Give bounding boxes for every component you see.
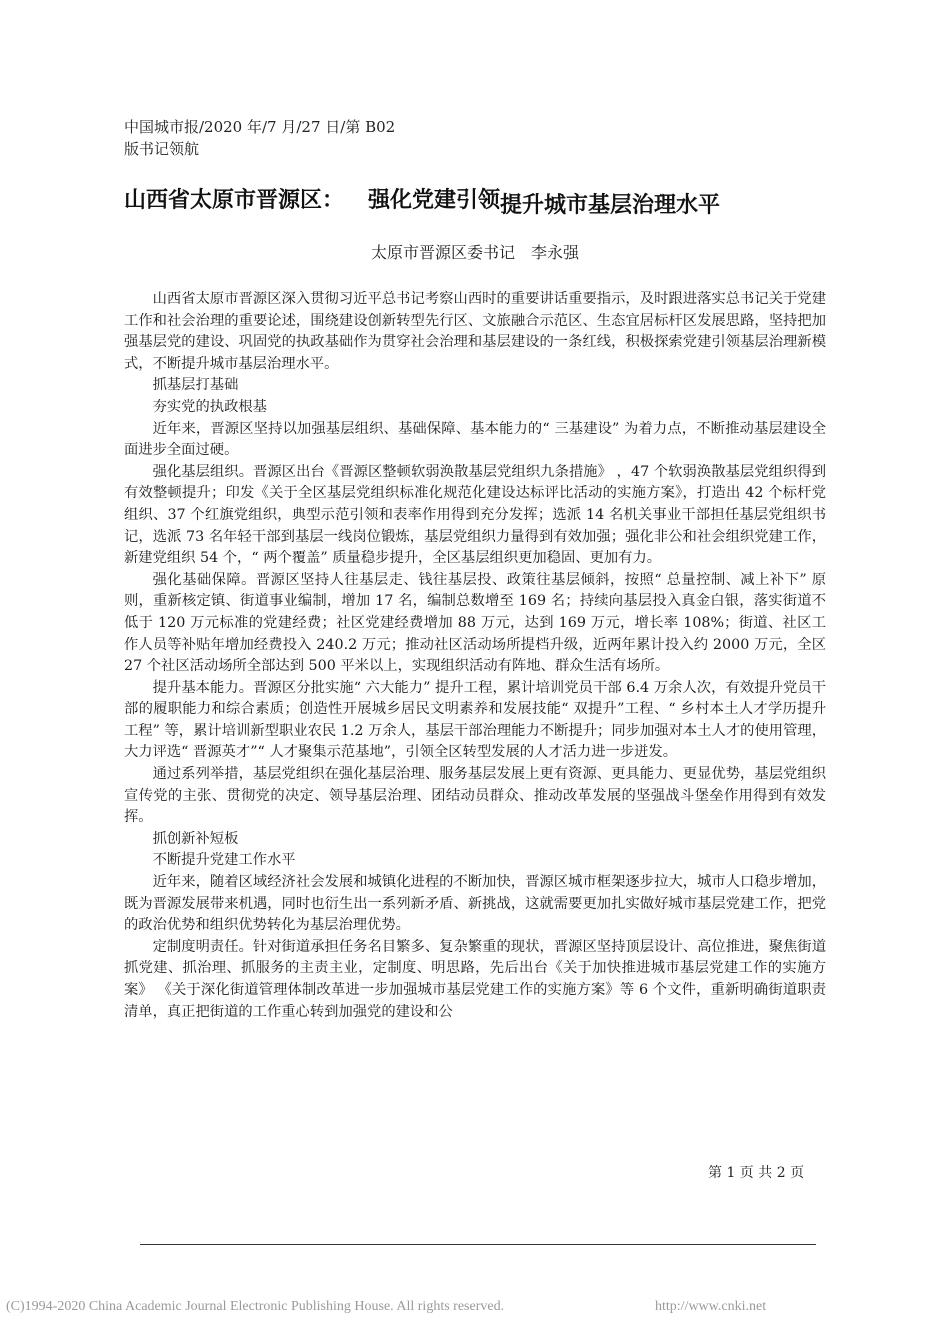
paragraph: 山西省太原市晋源区深入贯彻习近平总书记考察山西时的重要讲话重要指示，及时跟进落实总书记关于党建工作和社会治理的重要论述，围绕建设创新转型先行区、文旅融合示范区、生态宜居标杆区发展思路，坚持把加强基层党的建设、巩固党的执政基础作为贯穿社会治理和基层建设的一条红线，积极探索党建引领基层治理新模式，不断提升城市基层治理水平。 <box>124 291 826 372</box>
footer-divider <box>140 1244 816 1245</box>
title-part-2: 强化党建引领 <box>368 188 501 213</box>
article-body <box>124 289 826 1023</box>
section-heading: 抓基层打基础 <box>152 377 239 394</box>
title-part-3: 提升城市基层治理水平 <box>500 193 721 218</box>
section-heading: 抓创新补短板 <box>152 830 239 847</box>
article-title <box>124 186 844 216</box>
section-heading: 夯实党的执政根基 <box>152 398 267 415</box>
source-line-2: 版书记领航 <box>124 140 200 158</box>
source-info <box>124 116 395 160</box>
section-heading: 不断提升党建工作水平 <box>152 852 296 869</box>
title-part-1: 山西省太原市晋源区： <box>124 188 345 213</box>
paragraph: 定制度明责任。针对街道承担任务名目繁多、复杂繁重的现状，晋源区坚持顶层设计、高位推进，聚焦街道抓党建、抓治理、抓服务的主责主业，定制度、明思路，先后出台《关于加快推进城市基层党建工作的实施方案》 《关于深化街道管理体制改革进一步加强城市基层党建工作的实施方案》等 6 个文件，重新明确街道职责清单，真正把街道的工作重心转到加强党的建设和公 <box>124 938 826 1020</box>
page-number: 第 1 页 共 2 页 <box>708 1165 805 1181</box>
paragraph: 近年来，晋源区坚持以加强基层组织、基础保障、基本能力的“ 三基建设” 为着力点，不断推动基层建设全面进步全面过硬。 <box>124 420 826 459</box>
paragraph: 强化基层组织。晋源区出台《晋源区整顿软弱涣散基层党组织九条措施》 ，47 个软弱涣散基层党组织得到有效整顿提升；印发《关于全区基层党组织标准化规范化建设达标评比活动的实施方案》，打造出 42 个标杆党组织、37 个红旗党组织，典型示范引领和表率作用得到充分发挥；选派 14 名机关事业干部担任基层党组织书记，选派 73 名年轻干部到基层一线岗位锻炼，基层党组织力量得到有效加强；强化非公和社会组织党建工作，新建党组织 54 个，“ 两个覆盖” 质量稳步提升，全区基层组织更加稳固、更加有力。 <box>124 463 826 567</box>
paragraph: 提升基本能力。晋源区分批实施“ 六大能力” 提升工程，累计培训党员干部 6.4 万余人次，有效提升党员干部的履职能力和综合素质；创造性开展城乡居民文明素养和发展技能“ 双提升”工程、“ 乡村本土人才学历提升工程” 等，累计培训新型职业农民 1.2 万余人，基层干部治理能力不断提升；同步加强对本土人才的使用管理，大力评选“ 晋源英才”“ 人才聚集示范基地”，引领全区转型发展的人才活力进一步迸发。 <box>124 679 826 761</box>
paragraph: 强化基础保障。晋源区坚持人往基层走、钱往基层投、政策往基层倾斜，按照“ 总量控制、减上补下” 原则，重新核定镇、街道事业编制，增加 17 名，编制总数增至 169 名；持续向基层投入真金白银，落实街道不低于 120 万元标准的党建经费；社区党建经费增加 88 万元，达到 169 万元，增长率 108%；街道、社区工作人员等补贴年增加经费投入 240.2 万元；推动社区活动场所提档升级，近两年累计投入约 2000 万元，全区 27 个社区活动场所全部达到 500 平米以上，实现组织活动有阵地、群众生活有场所。 <box>124 571 826 675</box>
cnki-link[interactable]: http://www.cnki.net <box>655 1299 767 1314</box>
copyright-notice: (C)1994-2020 China Academic Journal Electronic Publishing House. All rights reserved. <box>6 1299 505 1314</box>
paragraph: 近年来，随着区域经济社会发展和城镇化进程的不断加快，晋源区城市框架逐步拉大，城市人口稳步增加，既为晋源发展带来机遇，同时也衍生出一系列新矛盾、新挑战，这就需要更加扎实做好城市基层党建工作，把党的政治优势和组织优势转化为基层治理优势。 <box>124 874 826 934</box>
source-line-1: 中国城市报/2020 年/7 月/27 日/第 B02 <box>124 118 396 136</box>
paragraph: 通过系列举措，基层党组织在强化基层治理、服务基层发展上更有资源、更具能力、更显优势，基层党组织宣传党的主张、贯彻党的决定、领导基层治理、团结动员群众、推动改革发展的坚强战斗堡垒作用得到有效发挥。 <box>124 766 826 826</box>
author-line: 太原市晋源区委书记 李永强 <box>370 243 579 262</box>
